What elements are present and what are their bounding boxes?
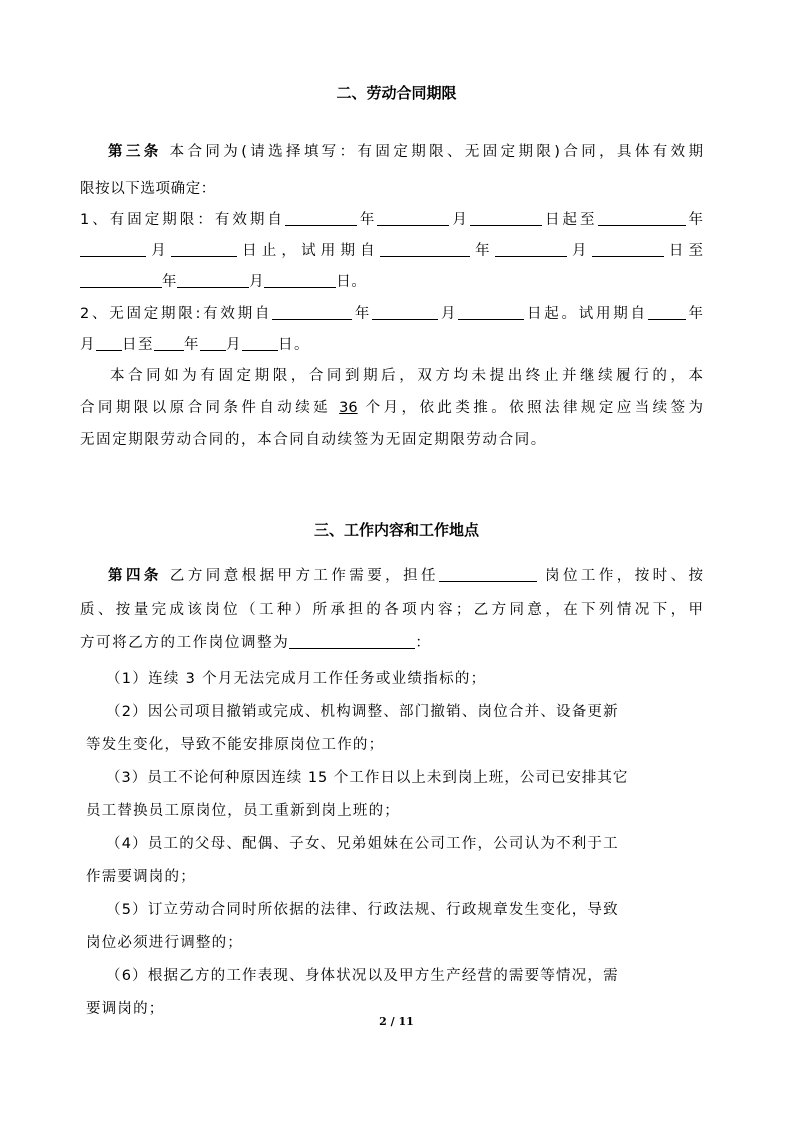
renewal-line-2: 合同期限以原合同条件自动续延 36 个月，依此类推。依照法律规定应当续签为 — [80, 400, 704, 416]
item-1: （1）连续 3 个月无法完成月工作任务或业绩指标的； — [106, 671, 487, 687]
blank-field[interactable] — [154, 336, 184, 351]
blank-field[interactable] — [598, 211, 686, 226]
article-3-line-2: 限按以下选项确定： — [80, 181, 216, 197]
blank-field[interactable] — [264, 273, 336, 288]
item-4-line-2: 作需要调岗的； — [86, 869, 196, 885]
blank-field[interactable] — [80, 273, 162, 288]
item-5-line-2: 岗位必须进行调整的； — [86, 935, 243, 951]
renewal-line-1: 本合同如为有固定期限，合同到期后，双方均未提出终止并继续履行的，本 — [110, 368, 703, 384]
option-2-line-1: 2、无固定期限:有效期自 年 月 日起。试用期自 年 — [80, 306, 704, 322]
section-3-title: 三、工作内容和工作地点 — [313, 521, 479, 539]
blank-field[interactable] — [242, 336, 278, 351]
item-5-line-1: （5）订立劳动合同时所依据的法律、行政法规、行政规章发生变化，导致 — [106, 902, 619, 918]
blank-field[interactable] — [648, 305, 686, 320]
blank-field[interactable] — [372, 305, 438, 320]
article-4-line-3: 方可将乙方的工作岗位调整为 ： — [80, 635, 432, 651]
blank-field[interactable] — [470, 211, 542, 226]
blank-field[interactable] — [380, 242, 470, 257]
item-3-line-1: （3）员工不论何种原因连续 15 个工作日以上未到岗上班，公司已安排其它 — [106, 770, 629, 786]
option-1-line-2: 月 日止，试用期自 年 月 日至 — [80, 239, 703, 260]
blank-field[interactable] — [458, 305, 524, 320]
item-2-line-1: （2）因公司项目撤销或完成、机构调整、部门撤销、岗位合并、设备更新 — [106, 704, 619, 720]
renewal-line-3: 无固定期限劳动合同的，本合同自动续签为无固定期限劳动合同。 — [80, 432, 547, 448]
blank-field[interactable] — [495, 242, 567, 257]
item-3-line-2: 员工替换员工原岗位，员工重新到岗上班的； — [86, 803, 400, 819]
blank-field[interactable] — [592, 242, 664, 257]
blank-field[interactable] — [285, 211, 357, 226]
page-number: 2 / 11 — [379, 1015, 414, 1028]
blank-field[interactable] — [80, 242, 146, 257]
item-6-line-1: （6）根据乙方的工作表现、身体状况以及甲方生产经营的需要等情况，需 — [106, 968, 619, 984]
article-3-line-1: 第三条 本合同为(请选择填写：有固定期限、无固定期限)合同，具体有效期 — [108, 144, 704, 160]
blank-field[interactable] — [377, 211, 449, 226]
section-2-title: 二、劳动合同期限 — [336, 84, 457, 102]
renewal-months: 36 — [339, 400, 358, 416]
blank-field[interactable] — [177, 273, 249, 288]
article-3-label: 第三条 — [108, 144, 162, 160]
adjusted-position-blank[interactable] — [289, 634, 415, 649]
article-4-label: 第四条 — [108, 568, 162, 584]
option-2-line-2: 月 日至 年 月 日。 — [80, 337, 310, 353]
option-1-line-1: 1、有固定期限：有效期自 年 月 日起至 年 — [80, 212, 704, 228]
blank-field[interactable] — [96, 336, 122, 351]
blank-field[interactable] — [272, 305, 352, 320]
position-blank[interactable] — [439, 567, 537, 582]
item-2-line-2: 等发生变化，导致不能安排原岗位工作的； — [86, 737, 385, 753]
article-4-line-2: 质、按量完成该岗位（工种）所承担的各项内容；乙方同意，在下列情况下，甲 — [80, 602, 703, 618]
blank-field[interactable] — [200, 336, 226, 351]
article-4-line-1: 第四条 乙方同意根据甲方工作需要，担任 岗位工作，按时、按 — [108, 568, 704, 584]
item-6-line-2: 要调岗的； — [86, 1001, 165, 1017]
item-4-line-1: （4）员工的父母、配偶、子女、兄弟姐妹在公司工作，公司认为不利于工 — [106, 836, 619, 852]
option-1-line-3: 年 月 日。 — [80, 270, 366, 291]
blank-field[interactable] — [171, 242, 237, 257]
